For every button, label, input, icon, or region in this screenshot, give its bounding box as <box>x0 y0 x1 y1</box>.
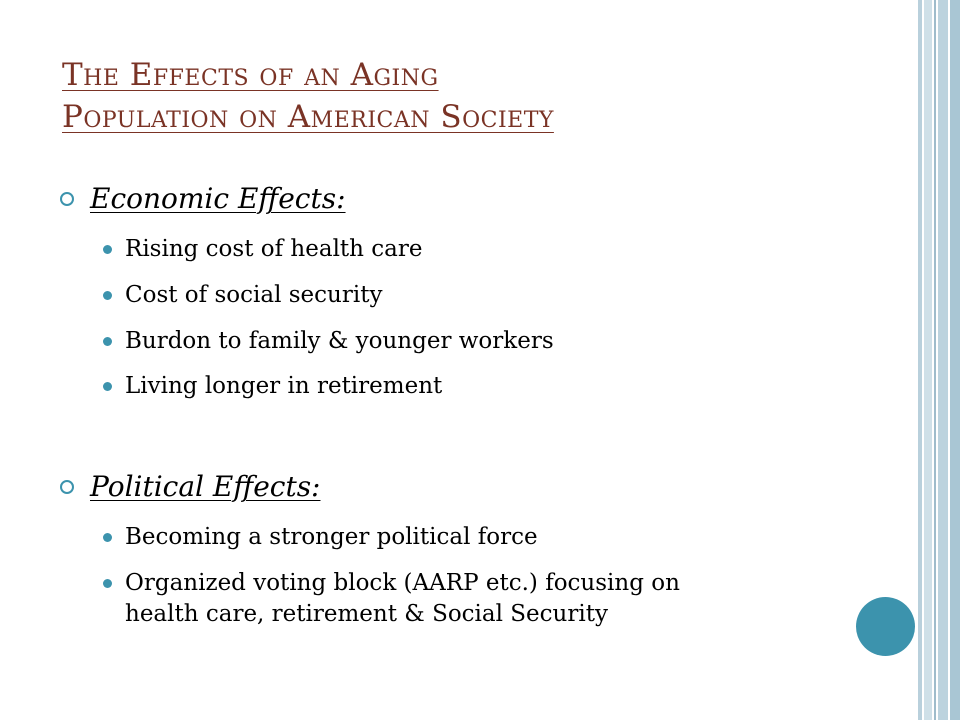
section-heading-label: Economic Effects: <box>90 182 346 215</box>
decorative-stripe <box>924 0 932 720</box>
slide-title-line-2: Population on American Society <box>62 99 554 135</box>
decorative-stripe <box>950 0 960 720</box>
bullet-text: Rising cost of health care <box>125 236 423 262</box>
dot-bullet-icon <box>103 337 112 346</box>
dot-bullet-icon <box>103 533 112 542</box>
dot-bullet-icon <box>103 245 112 254</box>
section-heading-political <box>60 470 321 503</box>
bullet-item <box>103 522 823 553</box>
section-heading-economic <box>60 182 346 215</box>
decorative-circle <box>856 597 915 656</box>
decorative-stripe <box>934 0 936 720</box>
bullet-text: Organized voting block (AARP etc.) focusing on health care, retirement & Social Security <box>125 570 680 627</box>
section-heading-label: Political Effects: <box>90 470 321 503</box>
bullet-item <box>103 280 823 311</box>
slide-title-line-1: The Effects of an Aging <box>62 57 439 93</box>
dot-bullet-icon <box>103 382 112 391</box>
ring-bullet-icon <box>60 480 74 494</box>
bullet-text: Becoming a stronger political force <box>125 524 538 550</box>
ring-bullet-icon <box>60 192 74 206</box>
bullet-text: Living longer in retirement <box>125 373 443 399</box>
decorative-stripe <box>938 0 948 720</box>
bullet-item <box>103 568 823 630</box>
bullet-item <box>103 234 823 265</box>
bullet-item <box>103 326 823 357</box>
bullet-text: Burdon to family & younger workers <box>125 328 554 354</box>
bullet-text: Cost of social security <box>125 282 383 308</box>
slide-title <box>62 54 882 138</box>
dot-bullet-icon <box>103 291 112 300</box>
decorative-stripe <box>918 0 922 720</box>
dot-bullet-icon <box>103 579 112 588</box>
bullet-item <box>103 371 823 402</box>
